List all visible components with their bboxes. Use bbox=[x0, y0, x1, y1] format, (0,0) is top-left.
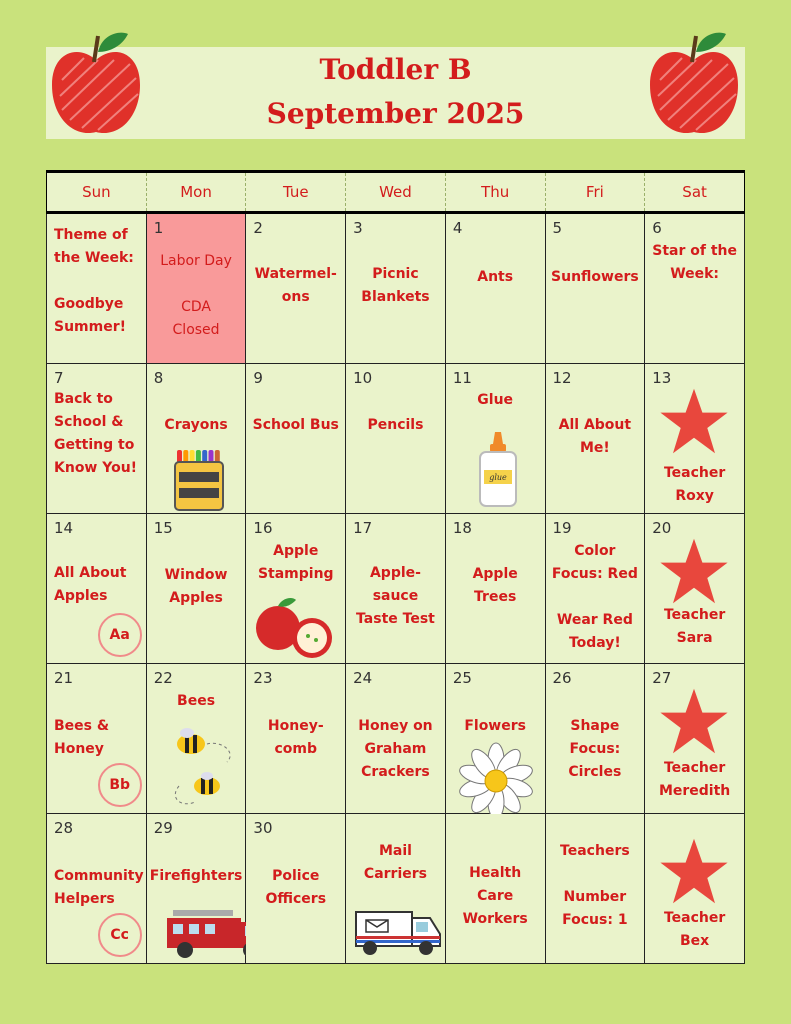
event-line: Teacher bbox=[663, 607, 726, 623]
event-line bbox=[150, 273, 243, 296]
event-line: All About bbox=[558, 417, 632, 433]
day-cell bbox=[346, 213, 446, 364]
day-number: 11 bbox=[452, 369, 472, 387]
day-cell bbox=[445, 514, 545, 664]
event-text bbox=[449, 715, 542, 738]
day-cell bbox=[246, 364, 346, 514]
day-cell bbox=[645, 664, 745, 814]
event-text bbox=[54, 562, 143, 608]
event-line: Meredith bbox=[658, 783, 731, 799]
apples-icon bbox=[252, 594, 340, 660]
day-number: 22 bbox=[153, 669, 173, 687]
event-line: Community bbox=[54, 868, 144, 884]
day-cell bbox=[146, 213, 246, 364]
event-line: Teachers bbox=[560, 843, 630, 859]
event-text bbox=[54, 388, 143, 480]
event-text bbox=[449, 563, 542, 609]
event-line: Health bbox=[469, 865, 522, 881]
day-cell bbox=[445, 814, 545, 964]
event-line: Teacher bbox=[663, 760, 726, 776]
daisy-icon bbox=[456, 742, 536, 820]
apple-icon bbox=[48, 30, 144, 140]
event-line: Officers bbox=[265, 891, 327, 907]
calendar-header bbox=[46, 47, 745, 139]
day-number: 2 bbox=[253, 219, 263, 237]
event-text bbox=[249, 540, 342, 586]
day-cell bbox=[545, 514, 645, 664]
day-cell bbox=[246, 664, 346, 814]
event-line: Ants bbox=[477, 269, 514, 285]
week-row bbox=[47, 664, 745, 814]
event-line: Focus: Red bbox=[551, 566, 638, 582]
event-line: Stamping bbox=[257, 566, 334, 582]
star-icon bbox=[659, 536, 729, 606]
event-line: Apples bbox=[54, 588, 108, 604]
week-row bbox=[47, 514, 745, 664]
day-cell bbox=[146, 364, 246, 514]
letter-badge: Bb bbox=[98, 763, 142, 807]
day-cell bbox=[545, 213, 645, 364]
event-line: Bex bbox=[680, 933, 710, 949]
event-line: Carriers bbox=[363, 866, 427, 882]
event-text bbox=[549, 414, 642, 460]
glue-bottle-label: glue bbox=[489, 473, 507, 482]
day-cell bbox=[545, 364, 645, 514]
day-number: 24 bbox=[353, 669, 373, 687]
event-text bbox=[648, 604, 741, 650]
event-line: comb bbox=[274, 741, 318, 757]
day-cell bbox=[645, 514, 745, 664]
event-line: Focus: bbox=[569, 741, 621, 757]
event-line: Window bbox=[164, 567, 228, 583]
week-row bbox=[47, 213, 745, 364]
event-line: Circles bbox=[568, 764, 622, 780]
event-line: Know You! bbox=[54, 460, 138, 476]
event-line: Focus: 1 bbox=[562, 912, 628, 928]
day-number: 19 bbox=[552, 519, 572, 537]
event-line: Crayons bbox=[164, 417, 228, 433]
day-number: 20 bbox=[652, 519, 672, 537]
day-number: 13 bbox=[652, 369, 672, 387]
event-line: Number bbox=[563, 889, 627, 905]
event-line: Theme of bbox=[54, 227, 128, 243]
event-line: Mail bbox=[378, 843, 412, 859]
day-number: 12 bbox=[552, 369, 572, 387]
day-number: 26 bbox=[552, 669, 572, 687]
event-line: Watermel- bbox=[254, 266, 337, 282]
event-line: sauce bbox=[372, 588, 419, 604]
event-text bbox=[349, 414, 442, 437]
event-text bbox=[648, 462, 741, 508]
day-cell bbox=[346, 514, 446, 664]
day-number: 23 bbox=[253, 669, 273, 687]
event-text bbox=[648, 240, 741, 286]
day-number: 4 bbox=[452, 219, 463, 237]
apple-icon bbox=[646, 30, 742, 140]
calendar-grid bbox=[46, 170, 745, 964]
day-number: 30 bbox=[253, 819, 273, 837]
weekday-fri: Fri bbox=[545, 172, 645, 213]
day-number: 1 bbox=[153, 219, 164, 237]
event-line: Shape bbox=[570, 718, 620, 734]
event-line: Summer! bbox=[54, 319, 127, 335]
event-line: CDA bbox=[181, 299, 211, 315]
event-line: Honey on bbox=[358, 718, 433, 734]
star-icon bbox=[659, 686, 729, 756]
event-line: Workers bbox=[462, 911, 528, 927]
event-line: the Week: bbox=[54, 250, 134, 266]
event-line: Goodbye bbox=[54, 296, 124, 312]
event-text bbox=[54, 224, 143, 339]
event-text bbox=[150, 250, 243, 342]
day-number: 17 bbox=[353, 519, 373, 537]
event-text bbox=[549, 840, 642, 932]
event-line: Getting to bbox=[54, 437, 135, 453]
event-line: Graham bbox=[364, 741, 427, 757]
weekday-sat: Sat bbox=[645, 172, 745, 213]
day-number: 16 bbox=[253, 519, 273, 537]
event-line: Back to bbox=[54, 391, 113, 407]
event-line bbox=[54, 270, 143, 293]
event-text bbox=[449, 389, 542, 412]
week-row bbox=[47, 814, 745, 964]
day-cell bbox=[645, 213, 745, 364]
event-line: Apple bbox=[273, 543, 319, 559]
event-text bbox=[150, 865, 243, 888]
day-cell bbox=[47, 514, 147, 664]
day-cell bbox=[246, 514, 346, 664]
event-line: Me! bbox=[579, 440, 610, 456]
day-number: 18 bbox=[452, 519, 472, 537]
day-number: 3 bbox=[353, 219, 363, 237]
event-line: Teacher bbox=[663, 910, 726, 926]
event-line: Apple- bbox=[369, 565, 421, 581]
day-cell bbox=[47, 213, 147, 364]
event-line: Sunflowers bbox=[551, 269, 639, 285]
day-cell bbox=[346, 814, 446, 964]
event-line: Glue bbox=[477, 392, 514, 408]
event-line: All About bbox=[54, 565, 127, 581]
event-line: Honey bbox=[54, 741, 104, 757]
day-number: 9 bbox=[253, 369, 263, 387]
event-line: Flowers bbox=[464, 718, 526, 734]
event-text bbox=[349, 840, 442, 886]
day-cell bbox=[545, 814, 645, 964]
day-cell bbox=[47, 664, 147, 814]
week-row bbox=[47, 364, 745, 514]
day-cell bbox=[445, 364, 545, 514]
weekday-thu: Thu bbox=[445, 172, 545, 213]
event-text bbox=[549, 540, 642, 655]
bees-icon bbox=[167, 722, 243, 808]
event-line: Wear Red bbox=[556, 612, 633, 628]
event-line: Bees & bbox=[54, 718, 110, 734]
event-text bbox=[549, 715, 642, 784]
day-number: 5 bbox=[552, 219, 563, 237]
day-number: 10 bbox=[353, 369, 373, 387]
event-line: Care bbox=[477, 888, 514, 904]
day-cell bbox=[445, 664, 545, 814]
crayon-box-icon bbox=[173, 448, 225, 512]
event-line: Today! bbox=[568, 635, 621, 651]
event-line: Labor Day bbox=[160, 253, 232, 269]
day-number: 25 bbox=[452, 669, 472, 687]
event-line: Color bbox=[574, 543, 616, 559]
day-cell bbox=[47, 814, 147, 964]
event-text bbox=[249, 263, 342, 309]
event-text bbox=[349, 715, 442, 784]
event-line: Sara bbox=[676, 630, 713, 646]
day-cell bbox=[545, 664, 645, 814]
day-number: 29 bbox=[153, 819, 173, 837]
day-cell bbox=[645, 364, 745, 514]
event-line: Helpers bbox=[54, 891, 115, 907]
event-text bbox=[249, 414, 342, 437]
event-line: Closed bbox=[172, 322, 220, 338]
event-text bbox=[249, 865, 342, 911]
day-cell bbox=[445, 213, 545, 364]
weekday-sun: Sun bbox=[47, 172, 147, 213]
day-cell bbox=[645, 814, 745, 964]
day-cell bbox=[146, 514, 246, 664]
event-line: Apple bbox=[472, 566, 518, 582]
event-text bbox=[54, 715, 143, 761]
event-text bbox=[648, 907, 741, 953]
day-cell bbox=[146, 664, 246, 814]
event-line: Teacher bbox=[663, 465, 726, 481]
day-number: 8 bbox=[153, 369, 164, 387]
event-line: Star of the bbox=[652, 243, 737, 259]
event-line: Pencils bbox=[367, 417, 424, 433]
event-line: Crackers bbox=[361, 764, 430, 780]
glue-bottle-icon bbox=[476, 430, 520, 508]
event-text bbox=[549, 266, 642, 289]
weekday-header-row bbox=[47, 172, 745, 213]
event-line: Firefighters bbox=[149, 868, 243, 884]
weekday-tue: Tue bbox=[246, 172, 346, 213]
day-number: 7 bbox=[54, 369, 64, 387]
day-number: 15 bbox=[153, 519, 173, 537]
event-line bbox=[549, 586, 642, 609]
event-text bbox=[349, 562, 442, 631]
star-icon bbox=[659, 386, 729, 456]
day-cell bbox=[246, 814, 346, 964]
event-text bbox=[349, 263, 442, 309]
day-number: 28 bbox=[54, 819, 74, 837]
event-text bbox=[150, 414, 243, 437]
event-line: Blankets bbox=[361, 289, 430, 305]
event-line: School & bbox=[54, 414, 124, 430]
event-line: Apples bbox=[169, 590, 223, 606]
day-number: 14 bbox=[54, 519, 74, 537]
event-line: Honey- bbox=[267, 718, 324, 734]
day-cell bbox=[246, 213, 346, 364]
event-text bbox=[54, 865, 143, 911]
star-icon bbox=[659, 836, 729, 906]
event-line: ons bbox=[281, 289, 310, 305]
event-line: Trees bbox=[474, 589, 517, 605]
event-line: Police bbox=[272, 868, 320, 884]
day-number: 6 bbox=[652, 219, 662, 237]
event-line: Taste Test bbox=[356, 611, 435, 627]
letter-badge: Cc bbox=[98, 913, 142, 957]
event-text bbox=[449, 266, 542, 289]
day-cell bbox=[146, 814, 246, 964]
event-line: Bees bbox=[177, 693, 216, 709]
event-line: Picnic bbox=[372, 266, 419, 282]
event-line bbox=[549, 863, 642, 886]
event-text bbox=[449, 862, 542, 931]
event-text bbox=[150, 564, 243, 610]
month-title: September 2025 bbox=[266, 97, 525, 130]
event-line: School Bus bbox=[252, 417, 339, 433]
day-number: 27 bbox=[652, 669, 672, 687]
event-text bbox=[249, 715, 342, 761]
day-number: 21 bbox=[54, 669, 74, 687]
day-cell bbox=[47, 364, 147, 514]
weekday-wed: Wed bbox=[346, 172, 446, 213]
mail-truck-icon bbox=[354, 906, 444, 958]
event-text bbox=[648, 757, 741, 803]
event-line: Roxy bbox=[675, 488, 714, 504]
weekday-mon: Mon bbox=[146, 172, 246, 213]
day-cell bbox=[346, 664, 446, 814]
day-cell bbox=[346, 364, 446, 514]
event-text bbox=[150, 690, 243, 713]
letter-badge: Aa bbox=[98, 613, 142, 657]
event-line: Week: bbox=[670, 266, 720, 282]
page-title: Toddler B bbox=[319, 53, 472, 86]
